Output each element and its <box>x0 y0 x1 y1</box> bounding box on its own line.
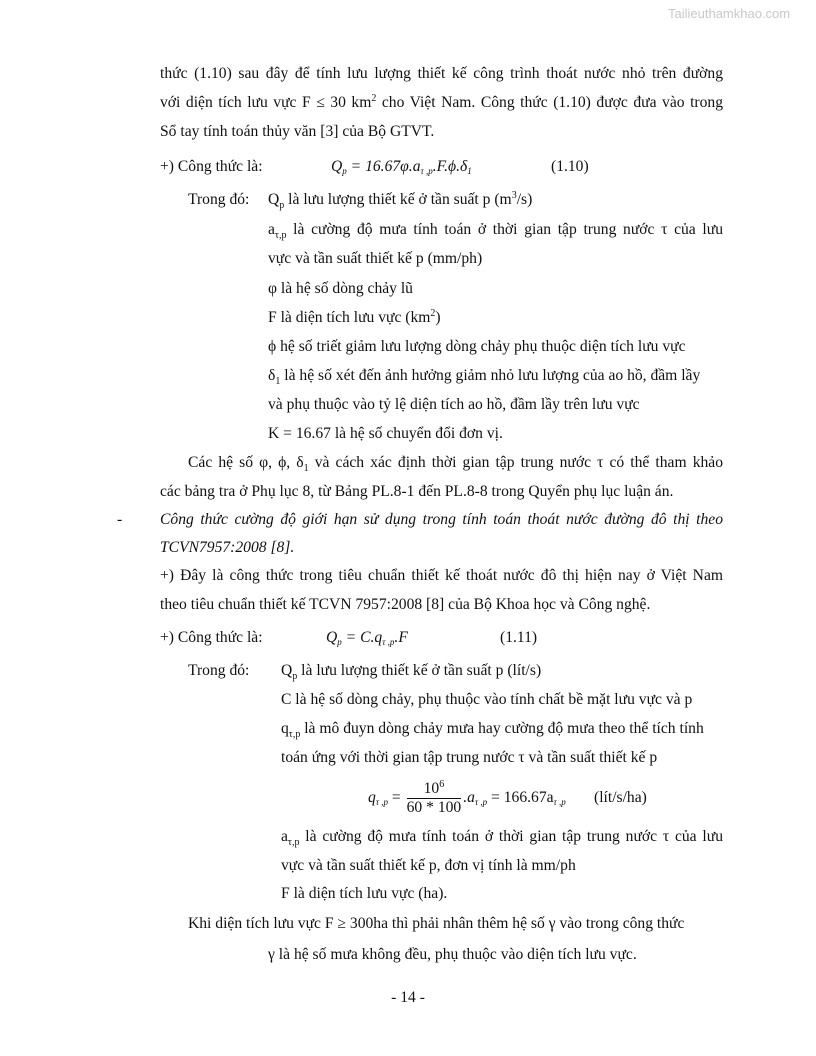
page-number: - 14 - <box>391 989 425 1006</box>
paragraph-line: Sổ tay tính toán thủy văn [3] của Bộ GTVT. <box>160 123 435 140</box>
definition-line: vực và tần suất thiết kế p (mm/ph) <box>268 250 483 267</box>
definition-line: K = 16.67 là hệ số chuyển đổi đơn vị. <box>268 425 503 442</box>
equation-number: (1.11) <box>500 629 538 646</box>
definition-line: F là diện tích lưu vực (ha). <box>281 885 448 902</box>
definition-line: F là diện tích lưu vực $(km^2)$ <box>268 307 441 326</box>
definition-line: $\delta_1$ là hệ số xét đến ảnh hưởng giảm nhỏ lưu lượng của ao hồ, đầm lầy <box>268 367 701 388</box>
paragraph-line: thức (1.10) sau đây để tính lưu lượng thiết kế công trình thoát nước nhỏ trên đường <box>160 65 723 82</box>
definition-line: $Q_p$ là lưu lượng thiết kế ở tần suất p $(m^3/s)$ <box>268 189 533 212</box>
definition-line: $Q_p$ là lưu lượng thiết kế ở tần suất p (lít/s) <box>281 662 542 683</box>
definition-line: $q_{\tau,p}$ là mô đuyn dòng chảy mưa hay cường độ mưa theo thể tích tính <box>281 720 704 741</box>
formula-label: +) Công thức là: <box>160 158 263 175</box>
definition-line: ϕ hệ số triết giảm lưu lượng dòng chảy phụ thuộc diện tích lưu vực <box>268 338 686 355</box>
formula-label: +) Công thức là: <box>160 629 263 646</box>
bullet-heading: TCVN7957:2008 [8]. <box>160 539 295 556</box>
paragraph-line: với diện tích lưu vực F ≤ 30 $km^2$ cho Việt Nam. Công thức (1.10) được đưa vào trong <box>160 92 724 111</box>
definition-line: $a_{\tau,p}$ là cường độ mưa tính toán ở thời gian tập trung nước τ của lưu <box>268 221 723 242</box>
formula-unit: (lít/s/ha) <box>594 789 647 806</box>
definition-line: toán ứng với thời gian tập trung nước τ và tần suất thiết kế p <box>281 749 658 766</box>
equation-number: (1.10) <box>551 158 589 175</box>
paragraph-line: theo tiêu chuẩn thiết kế TCVN 7957:2008 [8] của Bộ Khoa học và Công nghệ. <box>160 596 651 613</box>
paragraph-line: Các hệ số φ, ϕ, $\delta_1$ và cách xác định thời gian tập trung nước τ có thể tham khảo <box>188 454 724 475</box>
where-label: Trong đó: <box>188 662 250 679</box>
definition-line: C là hệ số dòng chảy, phụ thuộc vào tính chất bề mặt lưu vực và p <box>281 691 693 708</box>
definition-line: φ là hệ số dòng chảy lũ <box>268 280 413 297</box>
definition-line: $a_{\tau,p}$ là cường độ mưa tính toán ở thời gian tập trung nước τ của lưu <box>281 828 723 849</box>
definition-line: và phụ thuộc vào tỷ lệ diện tích ao hồ, đầm lầy trên lưu vực <box>268 396 640 413</box>
formula-1-11: Qp = C.qτ ,p.F <box>326 629 408 647</box>
paragraph-line: các bảng tra ở Phụ lục 8, từ Bảng PL.8-1 đến PL.8-8 trong Quyển phụ lục luận án. <box>160 483 674 500</box>
bullet-heading: Công thức cường độ giới hạn sử dụng trong tính toán thoát nước đường đô thị theo <box>160 511 723 528</box>
fraction: $\frac{10^6}{60 * 100}$ <box>406 778 462 816</box>
formula-1-10: Qp = 16.67φ.aτ ,p.F.ϕ.δ1 <box>331 158 472 176</box>
formula-q: qτ ,p = $\frac{10^6}{60 * 100}$ .aτ ,p = 166.67aτ ,p <box>368 778 566 816</box>
definition-line: vực và tần suất thiết kế p, đơn vị tính là mm/ph <box>281 857 576 874</box>
paragraph-line: +) Đây là công thức trong tiêu chuẩn thiết kế thoát nước đô thị hiện nay ở Việt Nam <box>160 567 723 584</box>
paragraph-line: Khi diện tích lưu vực F ≥ 300ha thì phải nhân thêm hệ số γ vào trong công thức <box>188 915 685 932</box>
paragraph-line: γ là hệ số mưa không đều, phụ thuộc vào diện tích lưu vực. <box>268 946 637 963</box>
where-label: Trong đó: <box>188 191 250 208</box>
watermark: Tailieuthamkhao.com <box>668 6 791 21</box>
bullet-dash: - <box>117 511 123 528</box>
